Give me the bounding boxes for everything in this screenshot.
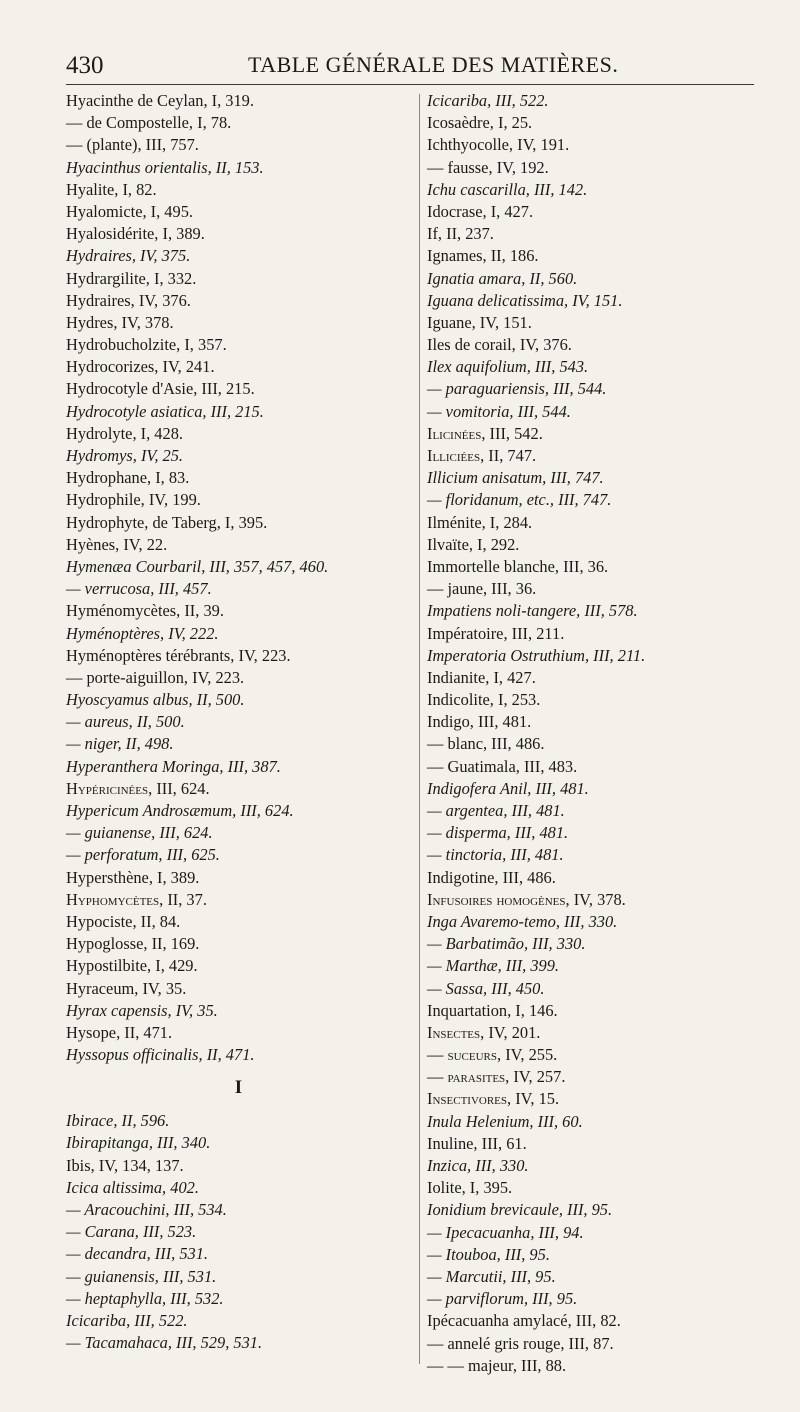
index-entry: Hydrophyte, de Taberg, I, 395. [66,512,268,532]
index-entry: Insectes, IV, 201. [427,1022,541,1042]
index-entry: Hyalomicte, I, 495. [66,201,193,221]
page-title: TABLE GÉNÉRALE DES MATIÈRES. [248,52,619,77]
index-entry: Ilménite, I, 284. [427,512,533,532]
index-entry: Icicariba, III, 522. [66,1310,188,1330]
index-entry: — tinctoria, III, 481. [427,845,564,865]
index-entry: — heptaphylla, III, 532. [66,1288,224,1308]
index-entry: Hyènes, IV, 22. [66,534,168,554]
index-entry: — Aracouchini, III, 534. [66,1200,227,1219]
index-entry: — Barbatimão, III, 330. [427,934,586,954]
index-entry: Hydrophane, I, 83. [66,468,190,488]
index-entry: Hyperanthera Moringa, III, 387. [66,756,281,776]
index-entry: — Marcutii, III, 95. [427,1266,556,1286]
index-entry: Hypericum Androsæmum, III, 624. [66,801,294,820]
index-entry: Hydrobucholzite, I, 357. [66,335,227,355]
index-entry: Hypostilbite, I, 429. [66,956,198,976]
index-entry: Hyménoptères térébrants, IV, 223. [66,645,291,665]
index-entry: — aureus, II, 500. [66,712,185,732]
index-entry: Iolite, I, 395. [427,1178,513,1198]
index-entry: Hyacinthus orientalis, II, 153. [66,157,264,177]
index-entry: — perforatum, III, 625. [66,845,220,865]
index-entry: Ichu cascarilla, III, 142. [427,179,588,199]
index-entry: Indigo, III, 481. [427,712,532,732]
index-entry: Hydrolyte, I, 428. [66,423,183,443]
index-entry: Ibirace, II, 596. [66,1111,170,1131]
index-entry: — verrucosa, III, 457. [66,579,212,599]
index-entry: — floridanum, etc., III, 747. [427,490,612,510]
index-entry: — disperma, III, 481. [427,823,569,843]
index-entry: Indicolite, I, 253. [427,690,541,710]
left-column [66,90,411,1354]
index-entry: Hyssopus officinalis, II, 471. [66,1045,255,1065]
index-entry: — guianense, III, 624. [66,823,213,843]
index-entry: — parviflorum, III, 95. [427,1289,578,1309]
index-entry: Hymenæa Courbaril, III, 357, 457, 460. [66,556,329,576]
index-entry: Indigotine, III, 486. [427,867,556,887]
index-entry: Infusoires homogènes, IV, 378. [427,889,626,909]
index-entry: — vomitoria, III, 544. [427,401,571,421]
index-entry: Ilicinées, III, 542. [427,423,543,443]
right-column [427,90,772,1377]
page-number: 430 [66,52,104,79]
index-entry: Immortelle blanche, III, 36. [427,556,609,576]
index-entry: Impatiens noli-tangere, III, 578. [427,601,638,621]
index-entry: Hypociste, II, 84. [66,911,181,931]
index-entry: — — majeur, III, 88. [427,1355,567,1375]
index-entry: Impératoire, III, 211. [427,623,565,643]
index-entry: Hyménoptères, IV, 222. [66,623,219,643]
index-entry: — decandra, III, 531. [66,1244,209,1264]
index-entry: Hypéricinées, III, 624. [66,778,210,798]
index-entry: Hydraires, IV, 375. [66,246,191,266]
section-letter: I [234,1077,243,1099]
index-entry: Icosaèdre, I, 25. [427,113,533,133]
index-entry: Hypoglosse, II, 169. [66,934,200,954]
index-entry: — argentea, III, 481. [427,801,565,820]
index-entry: — (plante), III, 757. [66,135,199,155]
index-entry: — jaune, III, 36. [427,579,537,599]
index-entry: Illiciées, II, 747. [427,446,537,465]
index-entry: Ichthyocolle, IV, 191. [427,135,570,155]
index-entry: Icicariba, III, 522. [427,91,549,110]
index-entry: Ilex aquifolium, III, 543. [427,357,589,377]
index-entry: Inga Avaremo-temo, III, 330. [427,911,618,931]
index-entry: — porte-aiguillon, IV, 223. [66,667,245,687]
index-entry: — Tacamahaca, III, 529, 531. [66,1333,263,1353]
index-entry: Hydrocotyle d'Asie, III, 215. [66,379,255,399]
index-entry: Hyacinthe de Ceylan, I, 319. [66,91,254,110]
index-entry: Imperatoria Ostruthium, III, 211. [427,645,646,665]
index-entry: — suceurs, IV, 255. [427,1045,558,1065]
index-entry: — Sassa, III, 450. [427,978,545,998]
index-entry: Indigofera Anil, III, 481. [427,778,589,798]
index-entry: — Carana, III, 523. [66,1222,197,1242]
index-entry: — Guatimala, III, 483. [427,756,578,776]
index-entry: — parasites, IV, 257. [427,1067,566,1087]
index-entry: — guianensis, III, 531. [66,1266,217,1286]
index-entry: Hydraires, IV, 376. [66,290,191,310]
index-entry: Inquartation, I, 146. [427,1000,558,1020]
index-entry: Hyphomycètes, II, 37. [66,889,207,909]
index-entry: Ignatia amara, II, 560. [427,268,578,288]
index-entry: Icica altissima, 402. [66,1177,199,1197]
index-entry: Idocrase, I, 427. [427,201,534,221]
index-entry: Hydrophile, IV, 199. [66,490,201,510]
index-entry: Iguane, IV, 151. [427,312,532,332]
index-entry: Hyoscyamus albus, II, 500. [66,690,245,710]
index-entry: Hydrocotyle asiatica, III, 215. [66,401,264,421]
index-entry: Hyalite, I, 82. [66,179,157,199]
index-entry: Inuline, III, 61. [427,1133,527,1153]
index-entry: Ipécacuanha amylacé, III, 82. [427,1311,621,1331]
index-entry: — paraguariensis, III, 544. [427,379,607,399]
index-entry: — Marthæ, III, 399. [427,956,560,976]
index-entry: — niger, II, 498. [66,734,174,754]
index-entry: Insectivores, IV, 15. [427,1089,560,1109]
index-entry: — Ipecacuanha, III, 94. [427,1222,584,1242]
index-entry: — Itouboa, III, 95. [427,1244,550,1264]
header-rule [66,84,754,85]
index-entry: Hyraceum, IV, 35. [66,978,187,998]
page-header [0,48,800,88]
index-entry: Ionidium brevicaule, III, 95. [427,1200,613,1220]
index-entry: Inzica, III, 330. [427,1156,529,1175]
index-entry: Hyalosidérite, I, 389. [66,224,205,244]
index-entry: Hydres, IV, 378. [66,312,174,332]
index-entry: Inula Helenium, III, 60. [427,1111,583,1131]
index-entry: Hypersthène, I, 389. [66,867,200,887]
index-entry: Iles de corail, IV, 376. [427,335,572,355]
index-entry: Ibirapitanga, III, 340. [66,1133,211,1153]
index-entry: If, II, 237. [427,224,494,244]
index-entry: Iguana delicatissima, IV, 151. [427,290,623,310]
index-entry: Hydrocorizes, IV, 241. [66,357,215,377]
index-entry: Indianite, I, 427. [427,667,536,687]
index-entry: Ibis, IV, 134, 137. [66,1155,184,1175]
index-entry: Ilvaïte, I, 292. [427,534,520,554]
column-divider [419,94,420,1364]
index-entry: Hysope, II, 471. [66,1022,173,1042]
index-entry: Hyrax capensis, IV, 35. [66,1000,218,1020]
index-entry: Hyménomycètes, II, 39. [66,601,224,621]
index-entry: — annelé gris rouge, III, 87. [427,1333,614,1353]
index-entry: Hydromys, IV, 25. [66,446,183,465]
index-entry: Ignames, II, 186. [427,246,539,266]
index-entry: — de Compostelle, I, 78. [66,113,232,133]
index-entry: — fausse, IV, 192. [427,157,549,177]
index-entry: — blanc, III, 486. [427,734,545,754]
index-entry: Illicium anisatum, III, 747. [427,468,604,488]
index-entry: Hydrargilite, I, 332. [66,268,197,288]
